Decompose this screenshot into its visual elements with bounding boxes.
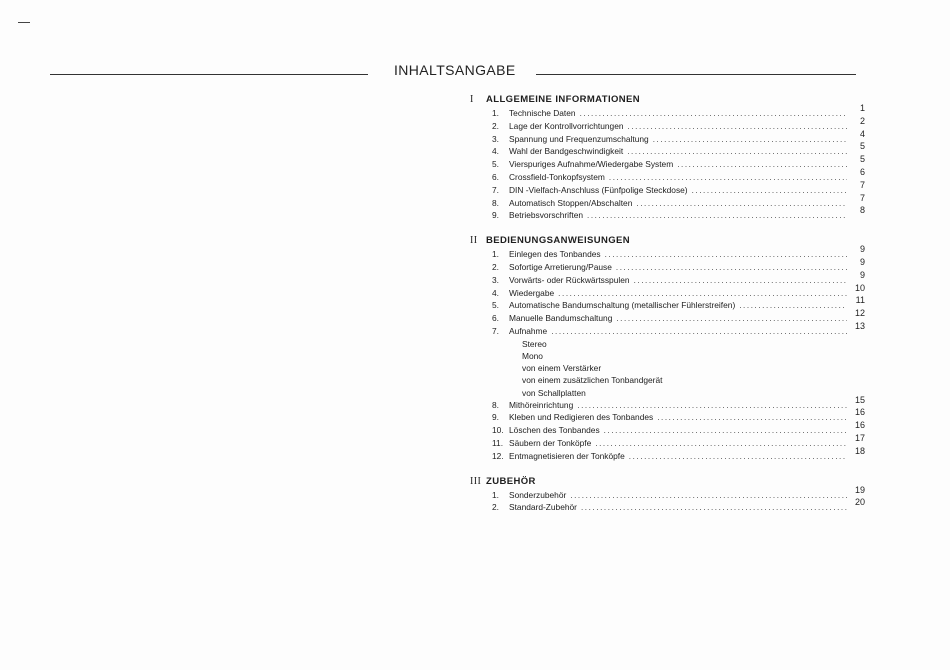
entry-page: 9 [859,269,865,280]
entry-page: 7 [859,192,865,203]
toc-entry [470,244,865,262]
entry-number: 2. [492,120,499,131]
toc-entry [470,141,865,159]
toc-entry [470,115,865,134]
entry-page: 5 [859,141,865,152]
dot-leader [739,301,847,310]
entry-page: 20 [854,497,865,508]
toc-entry [470,282,865,301]
toc-entry [470,179,865,198]
toc-entry [470,256,865,275]
entry-label: Lage der Kontrollvorrichtungen [509,120,624,131]
dot-leader [653,135,847,144]
entry-page: 18 [854,445,865,456]
entry-label: Einlegen des Tonbandes [509,249,601,260]
dot-leader [609,173,847,182]
toc-entry [470,269,865,288]
entry-label: Vorwärts- oder Rückwärtsspulen [509,274,630,285]
entry-page: 8 [859,205,865,216]
entry-number: 1. [492,249,499,260]
entry-number: 5. [492,159,499,170]
dot-leader [558,289,847,298]
entry-page: 19 [854,484,865,495]
title-rule-left [50,74,368,75]
entry-number: 3. [492,133,499,144]
entry-label: Technische Daten [509,108,576,118]
dot-leader [634,276,847,285]
entry-page: 11 [855,295,865,306]
toc-subitem: Mono [522,350,543,361]
entry-number: 2. [492,261,499,272]
toc-subitem: von einem zusätzlichen Tonbandgerät [522,375,663,386]
entry-number: 6. [492,313,499,324]
entry-number: 9. [492,210,499,221]
entry-label: Wahl der Bandgeschwindigkeit [509,146,624,157]
entry-page: 7 [859,179,865,190]
toc-entry [470,394,865,413]
entry-page: 9 [859,256,865,267]
section-heading [470,94,865,108]
dot-leader [551,327,847,336]
dot-leader [595,439,847,448]
entry-label: Mithöreinrichtung [509,399,574,410]
dot-leader [627,147,847,156]
entry-label: DIN -Vielfach-Anschluss (Fünfpolige Steckdose) [509,184,688,195]
section-heading [470,235,865,249]
entry-page: 15 [854,394,865,405]
entry-number: 1. [492,108,499,118]
toc-entry [470,407,865,425]
entry-label: Sofortige Arretierung/Pause [509,261,612,272]
entry-number: 4. [492,287,499,298]
toc-entry [470,166,865,185]
toc-entry [470,320,865,339]
page-title: INHALTSANGABE [394,62,516,78]
toc-entry [470,497,865,515]
toc-entry [470,484,865,503]
dot-leader [677,160,847,169]
entry-number: 5. [492,300,499,311]
corner-mark [18,22,30,23]
entry-label: Standard-Zubehör [509,502,577,513]
dot-leader [570,491,847,500]
toc-entry [470,445,865,464]
dot-leader [616,314,847,323]
toc-entry [470,420,865,438]
section-numeral: I [470,94,474,105]
entry-number: 8. [492,399,499,410]
entry-page: 4 [859,128,865,139]
entry-page: 6 [859,166,865,177]
dot-leader [605,250,847,259]
entry-label: Wiedergabe [509,287,555,298]
entry-label: Kleben und Redigieren des Tonbandes [509,412,654,423]
dot-leader [636,199,847,208]
toc-entry [470,128,865,147]
toc-entry [470,295,865,313]
entry-page: 12 [854,308,865,319]
toc-entry [470,205,865,223]
table-of-contents [470,94,865,527]
entry-label: Löschen des Tonbandes [509,425,600,436]
entry-page: 9 [859,244,865,255]
dot-leader [587,211,847,220]
toc-subitem: Stereo [522,338,547,349]
entry-page: 13 [854,320,865,331]
toc-section-1 [470,94,865,223]
entry-number: 11. [492,438,504,449]
entry-number: 4. [492,146,499,157]
toc-entry [470,103,865,121]
entry-label: Automatisch Stoppen/Abschalten [509,197,633,208]
entry-label: Automatische Bandumschaltung (metallischer Fühlerstreifen) [509,300,736,311]
toc-entry [470,154,865,172]
toc-entry [470,308,865,326]
dot-leader [628,122,847,131]
entry-label: Crossfield-Tonkopfsystem [509,171,605,182]
entry-label: Säubern der Tonköpfe [509,438,592,449]
entry-page: 16 [854,420,865,431]
entry-label: Spannung und Frequenzumschaltung [509,133,649,144]
toc-subitem: von einem Verstärker [522,363,602,374]
entry-number: 12. [492,450,504,461]
dot-leader [629,452,847,461]
entry-page: 17 [854,433,865,444]
dot-leader [657,413,847,422]
toc-section-3 [470,476,865,516]
entry-page: 10 [854,282,865,293]
toc-entry [470,192,865,211]
entry-number: 7. [492,184,499,195]
dot-leader [580,109,847,118]
title-rule-right [536,74,856,75]
entry-page: 2 [859,115,865,126]
entry-label: Vierspuriges Aufnahme/Wiedergabe System [509,159,674,170]
section-title: ZUBEHÖR [486,475,536,487]
section-heading [470,476,865,490]
entry-number: 2. [492,502,499,513]
entry-number: 1. [492,489,499,500]
section-title: BEDIENUNGSANWEISUNGEN [486,235,631,247]
entry-label: Manuelle Bandumschaltung [509,313,613,324]
entry-number: 8. [492,197,499,208]
dot-leader [577,401,847,410]
toc-entry [470,433,865,451]
entry-number: 7. [492,325,499,336]
entry-number: 9. [492,412,499,423]
section-title: ALLGEMEINE INFORMATIONEN [486,94,641,105]
entry-page: 1 [859,103,865,113]
section-numeral: II [470,235,478,247]
dot-leader [581,503,847,512]
entry-number: 3. [492,274,499,285]
toc-section-2 [470,235,865,464]
entry-page: 5 [859,154,865,165]
dot-leader [692,186,847,195]
entry-number: 10. [492,425,504,436]
dot-leader [616,263,847,272]
entry-label: Aufnahme [509,325,548,336]
section-numeral: III [470,475,482,487]
toc-subitem: von Schallplatten [522,387,586,398]
entry-label: Sonderzubehör [509,489,567,500]
entry-label: Entmagnetisieren der Tonköpfe [509,450,625,461]
dot-leader [604,426,847,435]
entry-label: Betriebsvorschriften [509,210,584,221]
entry-page: 16 [854,407,865,418]
entry-number: 6. [492,171,499,182]
